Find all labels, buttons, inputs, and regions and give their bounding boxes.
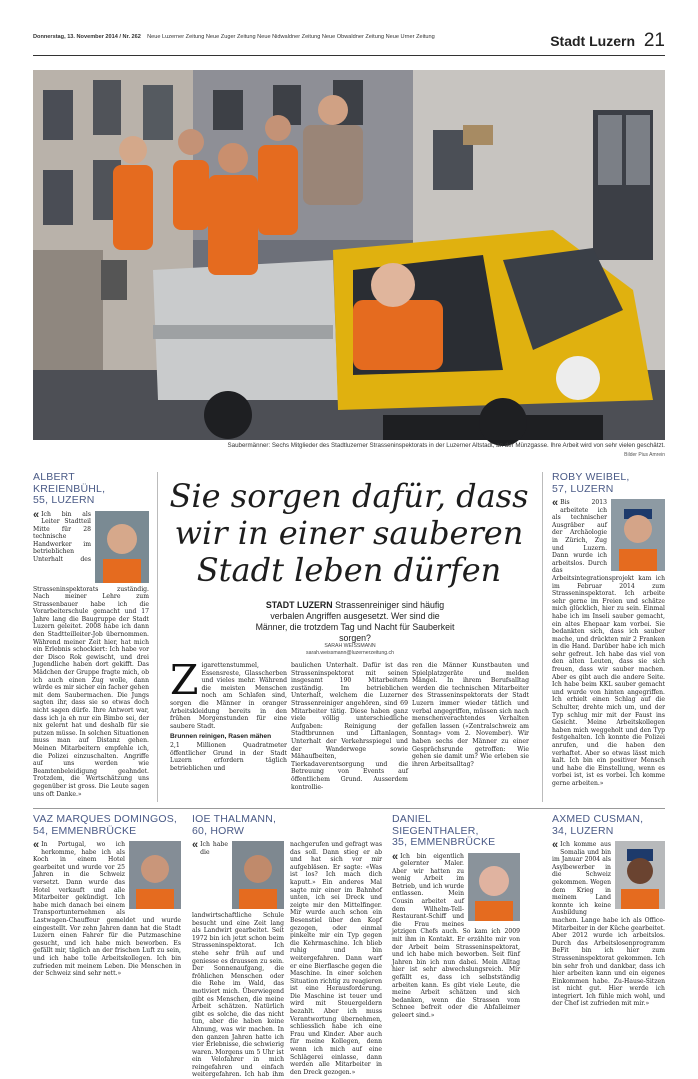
profile-text (192, 841, 382, 1079)
portrait-photo (468, 853, 520, 921)
profile-weibel (552, 472, 665, 788)
article-headline (160, 478, 538, 589)
article-text: ren die Männer Kunstbauten und Spielplatzgeräte und melden Mängel. In ihrem Berufsalltag werden die technischen Mitarbeiter des Strasseninspektorats der Stadt Luzern immer wieder tätlich und verbal angegriffen, müssen sich nach menschenverachtendes Verhalten gefallen lassen («Zentralschweiz am Sonntag» vom 2. November). Wir haben sechs der Männer zu einer Gesprächsrunde getroffen: Wie gehen sie damit um? Wie erleben sie ihren Arbeitsalltag? (412, 662, 529, 768)
profile-quote: Ich komme aus Somalia und bin im Januar 2004 als Asylbewerber in die Schweiz gekommen. Wegen dem Krieg in meinem Land konnte ich keine Ausbildung machen. Lange habe ich als Office-Mitarbeiter in der Küche gearbeitet. Aber 2012 wurde ich arbeitslos. Durch das Arbeitslosenprogramm BeFit bin ich hier zum Strasseninspektorat gekommen. Ich bin sehr froh und dankbar, dass ich hier arbeiten kann und ein eigenes Einkommen habe. Zu-Hause-Sitzen ist nicht gut. Hier werde ich integriert. Ich fühle mich wohl, und der Chef ist zufrieden mit mir.» (552, 841, 665, 1008)
article-column-1 (170, 656, 287, 772)
article-text: 2,1 Millionen Quadratmeter öffentlicher Grund in der Stadt Luzern erfordern täglich betrieblichen und (170, 741, 287, 772)
page-number: 21 (643, 30, 665, 51)
page-header (33, 28, 665, 56)
headline-line: Stadt leben dürfen (196, 551, 502, 589)
profile-cusman (552, 814, 665, 1008)
column-divider (542, 472, 543, 802)
dropcap: Z (170, 656, 199, 704)
section-title: Stadt Luzern (550, 33, 635, 49)
profile-name-line: AXMED CUSMAN, (552, 813, 644, 825)
profile-age-city: 60, HORW (192, 824, 245, 837)
profile-name (33, 472, 149, 507)
quote-mark: « (552, 497, 559, 509)
photo-credit: Bilder Pius Amrein (624, 452, 665, 458)
profile-name (392, 814, 520, 849)
article-column-2 (291, 662, 408, 791)
profile-age-city: 54, EMMENBRÜCKE (33, 824, 137, 837)
byline-author: SARAH WEISSMANN (324, 643, 376, 649)
photo-illustration (33, 70, 665, 440)
quote-mark: « (192, 839, 199, 851)
profile-text (33, 841, 181, 978)
profile-domingos (33, 814, 181, 978)
profile-age-city: 34, LUZERN (552, 824, 614, 837)
section-divider (33, 808, 665, 809)
profile-quote: In Portugal, wo ich herkomme, habe ich als Koch in einem Hotel gearbeitet und wurde vor 25 Jahren in die Schweiz versetzt. Dann wurde das Hotel verkauft und alle Mitarbeiter gekündigt. Ich habe mich danach bei einem Transportunternehmen als Lastwagen-Chauffeur gemeldet und wurde eingestellt. Vor zehn Jahren dann hat die Stadt Luzern einen Fahrer für die Putzmaschine gesucht, und ich habe mich beworben. Es gefällt mir, täglich an der frischen Luft zu sein, und ich habe tolle Arbeitskollegen. Ich bin zufrieden mit meinem Leben. Die Menschen in der Schweiz sind sehr nett.» (33, 841, 181, 978)
portrait-photo (611, 499, 665, 571)
profile-quote: Ich habe die landwirtschaftliche Schule besucht und eine Zeit lang als Landwirt gearbeitet. Seit 1972 bin ich jetzt schon beim Strasseninspektorat. Ich stehe sehr früh auf und geniesse es draussen zu sein. Der Sonnenaufgang, die fröhlichen Menschen oder die Rehe im Wald, das motiviert mich. Überwiegend gibt es Menschen, die meine Arbeit schätzen. Natürlich gibt es solche, die das nicht tun, aber die haben keine Ahnung, was wir machen. In den ganzen Jahren hatte ich vier Erlebnisse, die schwierig waren. Morgens um 5 Uhr ist ein Velofahrer in mich reingefahren und einfach weitergefahren. Ich hab ihm nachgerufen und gefragt was das soll. Dann stieg er ab und hat sich vor mir aufgebläsen. Er sagte: «Was ist los? Ich mach dich kaputt.» Ein anderes Mal sagte mir einer im Bahnhof unten, ich sei Dreck und zeigte mir den Mittelfinger. Mir wurde auch schon ein Besenstiel über den Kopf gezogen, oder einmal pinkelte mir ein Typ gegen die Kehrmaschine. Ich blieb ruhig und bin weitergefahren. Dann warf er eine Bierflasche gegen die Maschine. In einer solchen Situation richtig zu reagieren ist eine Herausforderung. Die Maschine ist teuer und wird mit Steuergeldern bezahlt. Aber ich muss Verantwortung übernehmen, schliesslich habe ich eine Frau und Kinder. Aber auch für meine Kollegen, denn wenn ich mich auf eine Schlägerei einlasse, dann werden alle Mitarbeiter in den Dreck gezogen.» (192, 841, 382, 1079)
quote-mark: « (33, 508, 40, 521)
article-subhead: Brunnen reinigen, Rasen mähen (170, 733, 272, 741)
issue-date: Donnerstag, 13. November 2014 / Nr. 262 (33, 34, 141, 40)
profile-age-city: 55, LUZERN (33, 494, 95, 506)
profile-name (192, 814, 382, 837)
headline-line: wir in einer sauberen (174, 514, 524, 552)
profile-age-city: 35, EMMENBRÜCKE (392, 836, 496, 848)
quote-mark: « (392, 850, 399, 863)
quote-mark: « (552, 839, 559, 851)
photo-caption: Saubermänner: Sechs Mitglieder des Stadtluzerner Strasseninspektorats in der Luzerner Altstadt, an der Münzgasse. Ihre Arbeit wird von sehr vielen geschätzt. (227, 442, 665, 449)
byline (250, 643, 450, 656)
profile-name (552, 472, 665, 495)
profile-thalmann (192, 814, 382, 1079)
profile-kreienbuehl (33, 472, 149, 798)
profile-quote: Ich bin als Leiter Stadtteil Mitte für 28 technische Handwerker im betrieblichen Unterhalt des Strasseninspektorats zuständig. Nach meiner Lehre zum Strassenbauer habe ich die Vorarbeiterschule gemacht und 17 Jahre lang die Baugruppe der Stadt Luzern geleitet. 2008 habe ich dann den Stadtteilleiter-Job übernommen. Während meiner Zeit hier, hat mich ein Erlebnis schockiert: Ich habe vor der Disco Rok gewischt, und drei Jugendliche haben dort gekifft. Das Mädchen der Gruppe fragte mich, ob ich auch einen Zug wolle, dann würde es mir sicher ein facher gehen mit dem Saubermachen. Die Jungs sagten ihr, dass sie so etwas doch nicht sagen dürfe. Ihre Antwort war, dass ich ja eh nur ein Bimbo sei, der nix gelernt hat und deshalb für sie putzen müsse. In solchen Situationen muss man auf Distanz gehen. Meinen Mitarbeitern empfehle ich, die Polizei einzuschalten. Angriffe auf uns werden wie Beamtenbeleidigung geahndet. Trotzdem, die Wertschätzung uns gegenüber ist gross. Die Leute sagen uns oft Danke.» (33, 510, 149, 798)
profile-quote: Bis 2013 arbeitete ich als technischer Ausgräber auf der Archäologie in Zürich, Zug und Luzern. Dann wurde ich arbeitslos. Durch das Arbeitsintegrationsprojekt kam ich im Februar 2014 zum Strasseninspektorat. Ich arbeite sehr gerne im Freien und schätze mich glücklich, hier zu sein. Einmal habe ich im Inseli sauber gemacht, ein altes Ehepaar kam vorbei. Sie bedankten sich, dass ich sauber mache, und drückten mir 2 Franken in die Hand. Darüber habe ich mich sehr gefreut. Ich habe das viel von den alten Leuten, dass sie sich freuen, dass wir sauber machen. Aber es gibt auch die andere Seite. Ich habe beim KKL sauber gemacht und wurde von hinten angegriffen. Ich erhielt einen Schlag auf die Schulter, drehte mich um, und der Typ schlug mir mit der Faust ins Gesicht. Meine Arbeitskollegen haben mich weggeholt und den Typ festgehalten. Ich konnte die Polizei anrufen, und die haben den verhaftet. Aber so etwas lässt mich kalt. Ich bin ein positiver Mensch und habe die Einstellung, wenn es vorbei ist, ist es vorbei. Ich komme gerne arbeiten.» (552, 499, 665, 787)
profile-name-line: ROBY WEIBEL, (552, 471, 630, 483)
profile-name (33, 814, 181, 837)
profile-name-line: DANIEL SIEGENTHALER, (392, 813, 479, 837)
deck-text: Strassenreiniger sind häufig verbalen Angriffen ausgesetzt. Wer sind die Männer, die trotzdem Tag und Nacht für Sauberkeit sorgen? (255, 600, 455, 643)
headline-line: Sie sorgen dafür, dass (169, 477, 529, 515)
profile-siegenthaler (392, 814, 520, 1020)
article-deck (255, 600, 455, 644)
main-photo (33, 70, 665, 440)
quote-mark: « (33, 839, 40, 851)
profile-text (33, 508, 149, 799)
article-column-3 (412, 662, 529, 768)
profile-name (552, 814, 665, 837)
portrait-photo (615, 841, 665, 909)
profile-text (552, 499, 665, 788)
deck-section: STADT LUZERN (265, 600, 333, 610)
column-divider (157, 472, 158, 802)
profile-name-line: VAZ MARQUES DOMINGOS, (33, 813, 178, 825)
portrait-photo (232, 841, 284, 909)
byline-email: sarah.weissmann@luzernerzeitung.ch (305, 649, 395, 656)
profile-name-line: ALBERT KREIENBÜHL, (33, 471, 106, 495)
profile-name-line: IOE THALMANN, (192, 813, 277, 825)
portrait-photo (129, 841, 181, 909)
header-meta (33, 34, 435, 40)
newspaper-list: Neue Luzerner Zeitung Neue Zuger Zeitung Neue Nidwaldner Zeitung Neue Obwaldner Zeitung Neue Urner Zeitung (147, 34, 435, 40)
profile-age-city: 57, LUZERN (552, 482, 614, 495)
article-text: igarettenstummel, Essensreste, Glasscherben und vieles mehr. Während die meisten Menschen noch am Schlafen sind, sorgen die Männer in oranger Arbeitskleidung bereits in den frühen Morgenstunden für eine saubere Stadt. (170, 662, 287, 730)
profile-text (552, 841, 665, 1008)
article-text: baulichen Unterhalt. Dafür ist das Strasseninspektorat mit seinen insgesamt 190 Mitarbeitern zuständig. Im betrieblichen Unterhalt, welchem die Luzerner Strassenreiniger angehören, sind 69 Mitarbeiter tätig. Diese haben ganz viele völlig unterschiedliche Aufgaben: Reinigung der Stadtbrunnen und Liftanlagen, Unterhalt der Verkehrsspiegel und der Wanderwege sowie Mähaufbeiten, Tierkadaverentsorgung und die Betreuung von Events auf öffentlichem Grund. Ausserdem kontrollie- (291, 662, 408, 791)
profile-quote: Ich bin eigentlich gelernter Maler. Aber wir hatten zu wenig Arbeit im Betrieb, und ich wurde entlassen. Mein Cousin arbeitet auf dem Wilhelm-Tell-Restaurant-Schiff und die Frau meines jetzigen Chefs auch. So kam ich 2009 mit ihm in Kontakt. Er erzählte mir von der Arbeit beim Strasseninspektorat, und ich habe mich beworben. Seit fünf Jahren bin ich nun dabei. Mein Alltag hier ist sehr abwechslungsreich. Mir gefällt es, dass ich selbstständig arbeiten kann. Es gibt viele Leute, die meine Arbeit schätzen und sich bedanken, wenn die Strassen vom Schnee befreit oder die Abfalleimer geleert sind.» (392, 852, 520, 1019)
profile-text (392, 850, 520, 1020)
portrait-photo (95, 511, 149, 583)
